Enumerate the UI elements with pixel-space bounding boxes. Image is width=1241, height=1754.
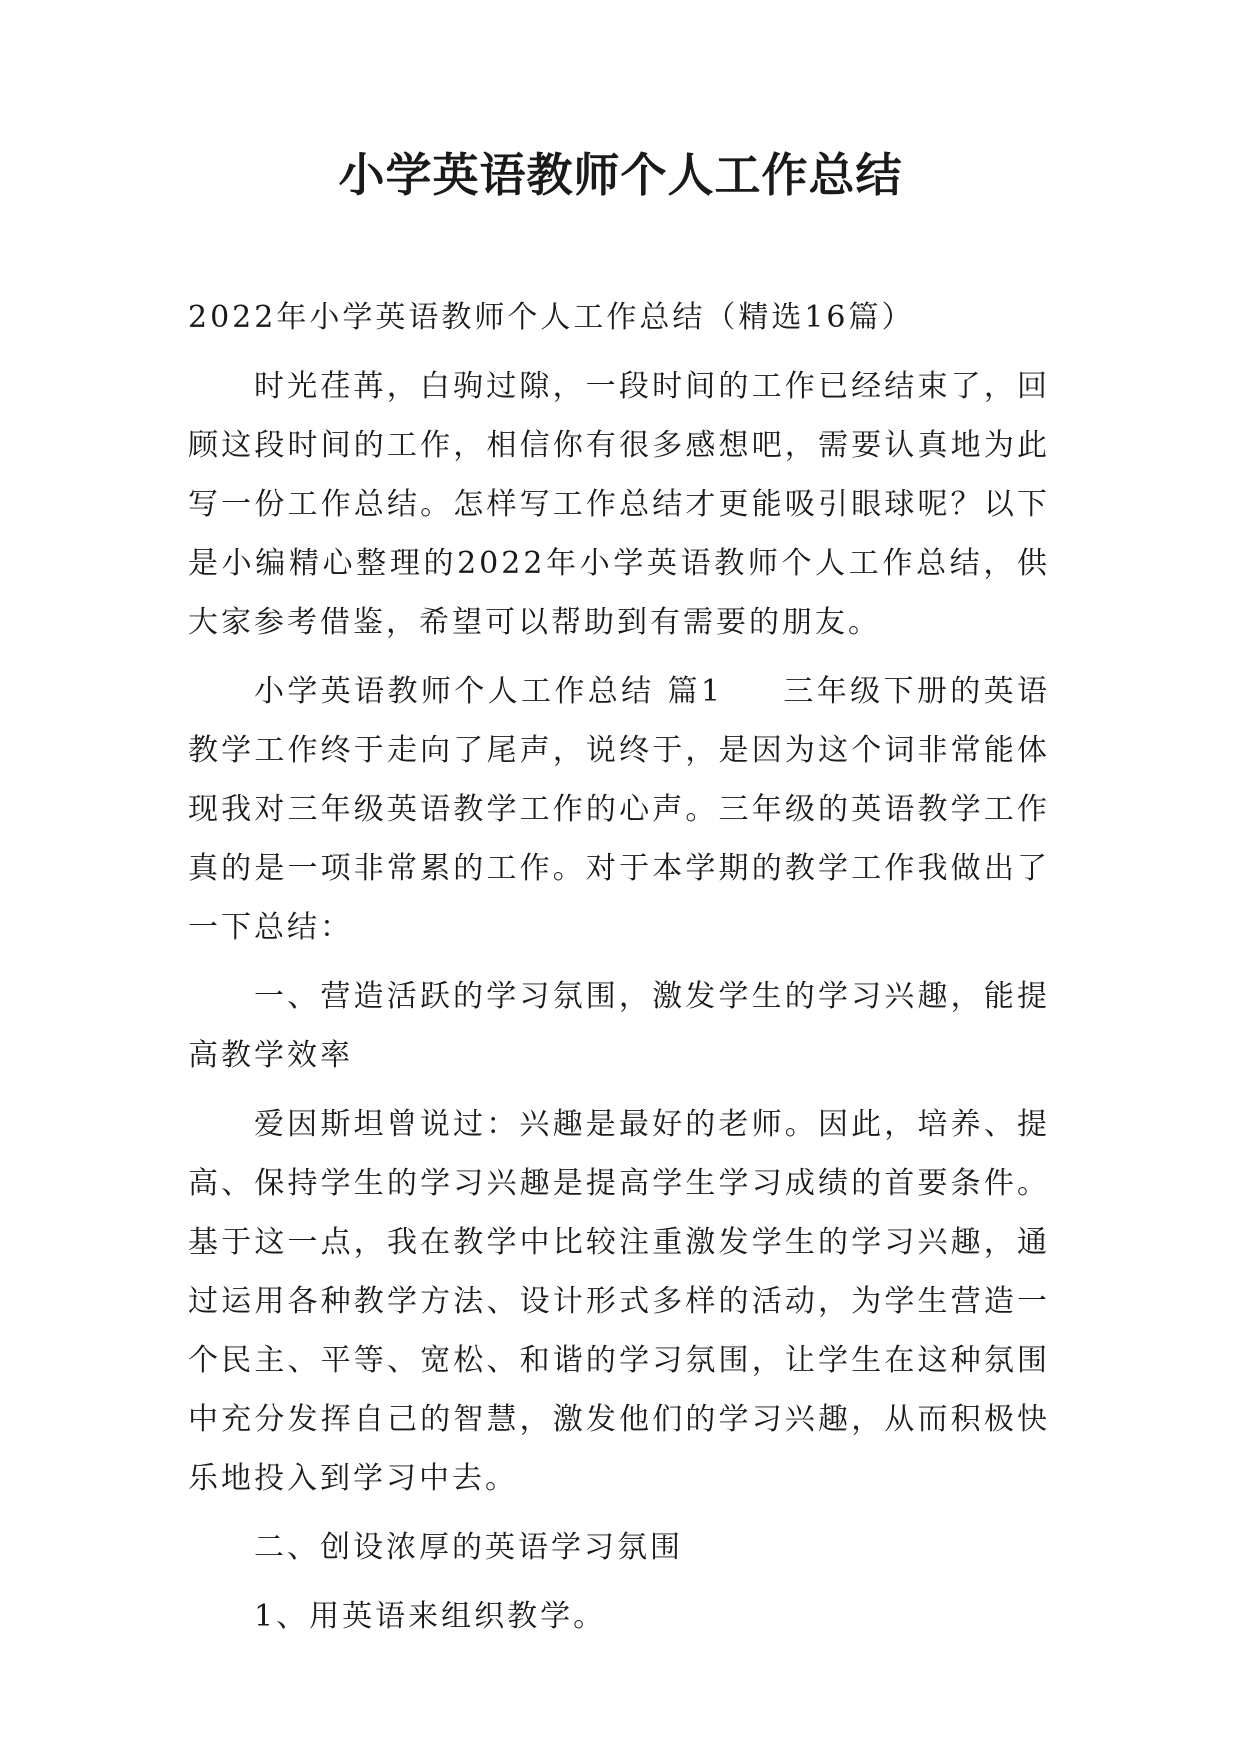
- section-heading: 小学英语教师个人工作总结 篇1: [254, 674, 723, 709]
- document-body: [188, 288, 1050, 1656]
- heading-two: 二、创设浓厚的英语学习氛围: [254, 1530, 683, 1565]
- section-paragraph: [188, 662, 1050, 957]
- intro-paragraph: 时光荏苒，白驹过隙，一段时间的工作已经结束了，回顾这段时间的工作，相信你有很多感想吧，需要认真地为此写一份工作总结。怎样写工作总结才更能吸引眼球呢？以下是小编精心整理的2022年小学英语教师个人工作总结，供大家参考借鉴，希望可以帮助到有需要的朋友。: [188, 369, 1050, 640]
- heading-one: 一、营造活跃的学习氛围，激发学生的学习兴趣，能提高教学效率: [188, 979, 1050, 1073]
- section-text: 三年级下册的英语教学工作终于走向了尾声，说终于，是因为这个词非常能体现我对三年级英语教学工作的心声。三年级的英语教学工作真的是一项非常累的工作。对于本学期的教学工作我做出了一下总结：: [188, 674, 1050, 945]
- document-subtitle: 2022年小学英语教师个人工作总结（精选16篇）: [188, 300, 915, 335]
- paragraph-one: 爱因斯坦曾说过：兴趣是最好的老师。因此，培养、提高、保持学生的学习兴趣是提高学生学习成绩的首要条件。基于这一点，我在教学中比较注重激发学生的学习兴趣，通过运用各种教学方法、设计形式多样的活动，为学生营造一个民主、平等、宽松、和谐的学习氛围，让学生在这种氛围中充分发挥自己的智慧，激发他们的学习兴趣，从而积极快乐地投入到学习中去。: [188, 1107, 1050, 1496]
- list-item-one: 1、用英语来组织教学。: [254, 1599, 607, 1634]
- document-title: 小学英语教师个人工作总结: [338, 148, 903, 202]
